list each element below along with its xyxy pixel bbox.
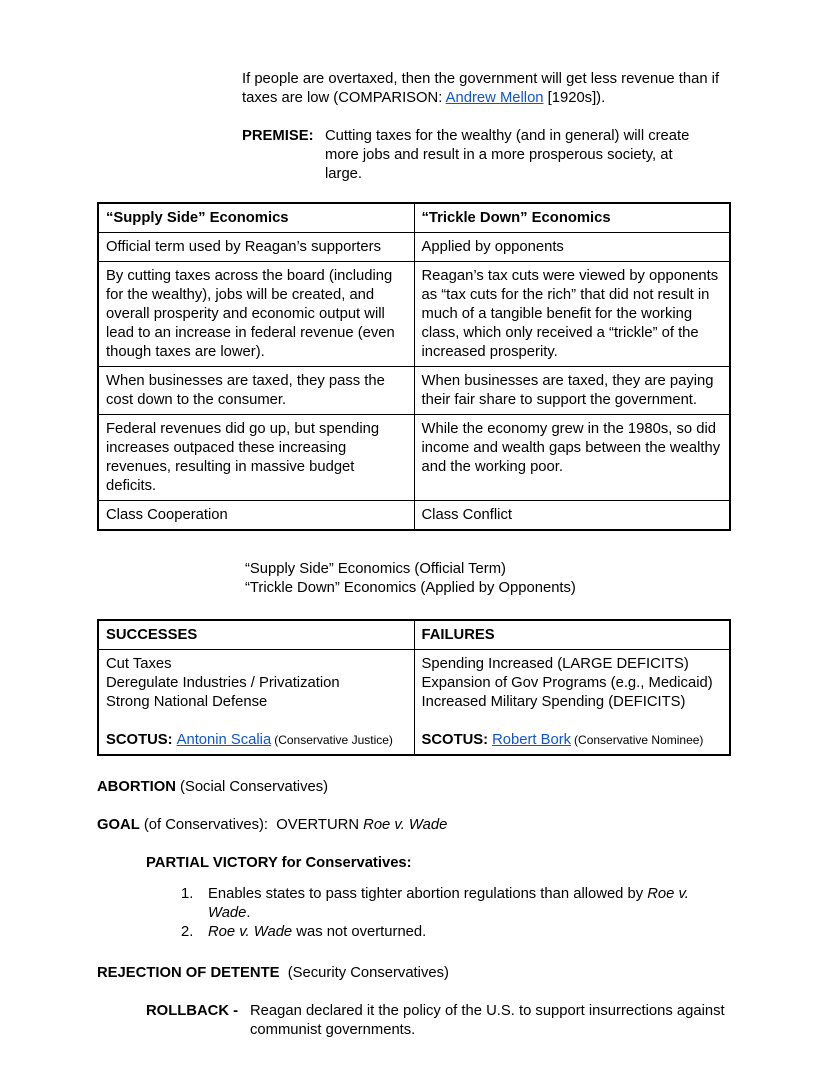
goal-line <box>97 816 731 835</box>
table-cell: When businesses are taxed, they pass the cost down to the consumer. <box>98 367 414 415</box>
detente-label: REJECTION OF DETENTE <box>97 965 280 981</box>
rollback-label: ROLLBACK - <box>146 1003 239 1019</box>
failure-item: Expansion of Gov Programs (e.g., Medicaid) <box>421 675 713 691</box>
partial-victory-heading: PARTIAL VICTORY for Conservatives: <box>146 855 412 871</box>
success-item: Strong National Defense <box>106 694 268 710</box>
failure-item: Increased Military Spending (DEFICITS) <box>421 694 686 710</box>
premise-text: Cutting taxes for the wealthy (and in general) will create more jobs and result in a more prosperous society, at large. <box>325 128 690 182</box>
list-item-text <box>208 885 731 923</box>
trickle-down-header-cell: “Trickle Down” Economics <box>414 203 730 233</box>
table-cell: Class Cooperation <box>98 501 414 531</box>
goal-label: GOAL <box>97 817 140 833</box>
list-item <box>181 885 731 923</box>
failures-cell <box>414 650 730 756</box>
list-item-text <box>208 923 426 942</box>
robert-bork-link[interactable]: Robert Bork <box>492 732 572 748</box>
blank-line <box>106 712 407 731</box>
failure-item: Spending Increased (LARGE DEFICITS) <box>421 656 689 672</box>
list-text-before: Enables states to pass tighter abortion regulations than allowed by <box>208 886 648 902</box>
list-text-after: . <box>246 905 251 921</box>
table-row <box>98 262 730 367</box>
list-text-after: was not overturned. <box>292 924 427 940</box>
detente-suffix: (Security Conservatives) <box>279 965 449 981</box>
table-cell: Applied by opponents <box>414 233 730 262</box>
premise-block <box>242 127 731 184</box>
rollback-block <box>146 1002 731 1040</box>
roe-v-wade-italic: Roe v. Wade <box>208 924 293 940</box>
intro-text-after-link: [1920s]). <box>543 90 606 106</box>
failures-header-cell: FAILURES <box>414 620 730 650</box>
roe-v-wade-italic: Roe v. Wade <box>363 817 448 833</box>
successes-failures-table <box>97 619 731 756</box>
table-row <box>98 233 730 262</box>
abortion-label: ABORTION <box>97 779 176 795</box>
table-header-row <box>98 620 730 650</box>
goal-text: (of Conservatives): OVERTURN <box>139 817 364 833</box>
success-item: Deregulate Industries / Privatization <box>106 675 340 691</box>
detente-heading <box>97 964 731 983</box>
table-cell: Class Conflict <box>414 501 730 531</box>
table-row <box>98 501 730 531</box>
economics-comparison-table <box>97 202 731 531</box>
premise-label: PREMISE: <box>242 128 314 144</box>
list-number: 1. <box>181 886 194 902</box>
intro-text-before-link: If people are overtaxed, then the government will get less revenue than if taxes are low (COMPARISON: <box>242 71 720 106</box>
scotus-label: SCOTUS: <box>421 732 489 748</box>
supply-side-header-cell: “Supply Side” Economics <box>98 203 414 233</box>
table-cell: Reagan’s tax cuts were viewed by opponents as “tax cuts for the rich” that did not result in much of a tangible benefit for the working class, which only received a “trickle” of the increased prosperity. <box>414 262 730 367</box>
table-row <box>98 650 730 756</box>
table-caption <box>245 560 731 598</box>
table-cell: Official term used by Reagan’s supporters <box>98 233 414 262</box>
table-cell: While the economy grew in the 1980s, so did income and wealth gaps between the wealthy and the working poor. <box>414 415 730 501</box>
scotus-label: SCOTUS: <box>106 732 173 748</box>
roe-v-wade-italic: Roe v. Wade <box>208 886 689 921</box>
blank-line <box>422 712 723 731</box>
successes-cell <box>98 650 414 756</box>
table-cell: When businesses are taxed, they are paying their fair share to support the government. <box>414 367 730 415</box>
table-cell: By cutting taxes across the board (including for the wealthy), jobs will be created, and overall prosperity and economic output will lead to an increase in federal revenue (even though taxes are lower). <box>98 262 414 367</box>
table-row <box>98 367 730 415</box>
scotus-line <box>106 731 407 750</box>
abortion-suffix: (Social Conservatives) <box>175 779 329 795</box>
scotus-line <box>422 731 723 750</box>
antonin-scalia-link[interactable]: Antonin Scalia <box>176 732 272 748</box>
table-row <box>98 415 730 501</box>
list-number: 2. <box>181 924 194 940</box>
scotus-note: (Conservative Justice) <box>274 733 393 747</box>
table-header-row <box>98 203 730 233</box>
table-cell: Federal revenues did go up, but spending increases outpaced these increasing revenues, resulting in massive budget deficits. <box>98 415 414 501</box>
caption-line-supply-side: “Supply Side” Economics (Official Term) <box>245 561 506 577</box>
success-item: Cut Taxes <box>106 656 172 672</box>
victory-list <box>97 885 731 942</box>
intro-paragraph <box>242 70 731 108</box>
abortion-heading <box>97 778 731 797</box>
scotus-note: (Conservative Nominee) <box>574 733 704 747</box>
caption-line-trickle-down: “Trickle Down” Economics (Applied by Opponents) <box>245 580 576 596</box>
successes-header-cell: SUCCESSES <box>98 620 414 650</box>
list-item <box>181 923 731 942</box>
andrew-mellon-link[interactable]: Andrew Mellon <box>445 90 544 106</box>
rollback-text: Reagan declared it the policy of the U.S. to support insurrections against communist governments. <box>250 1003 725 1038</box>
